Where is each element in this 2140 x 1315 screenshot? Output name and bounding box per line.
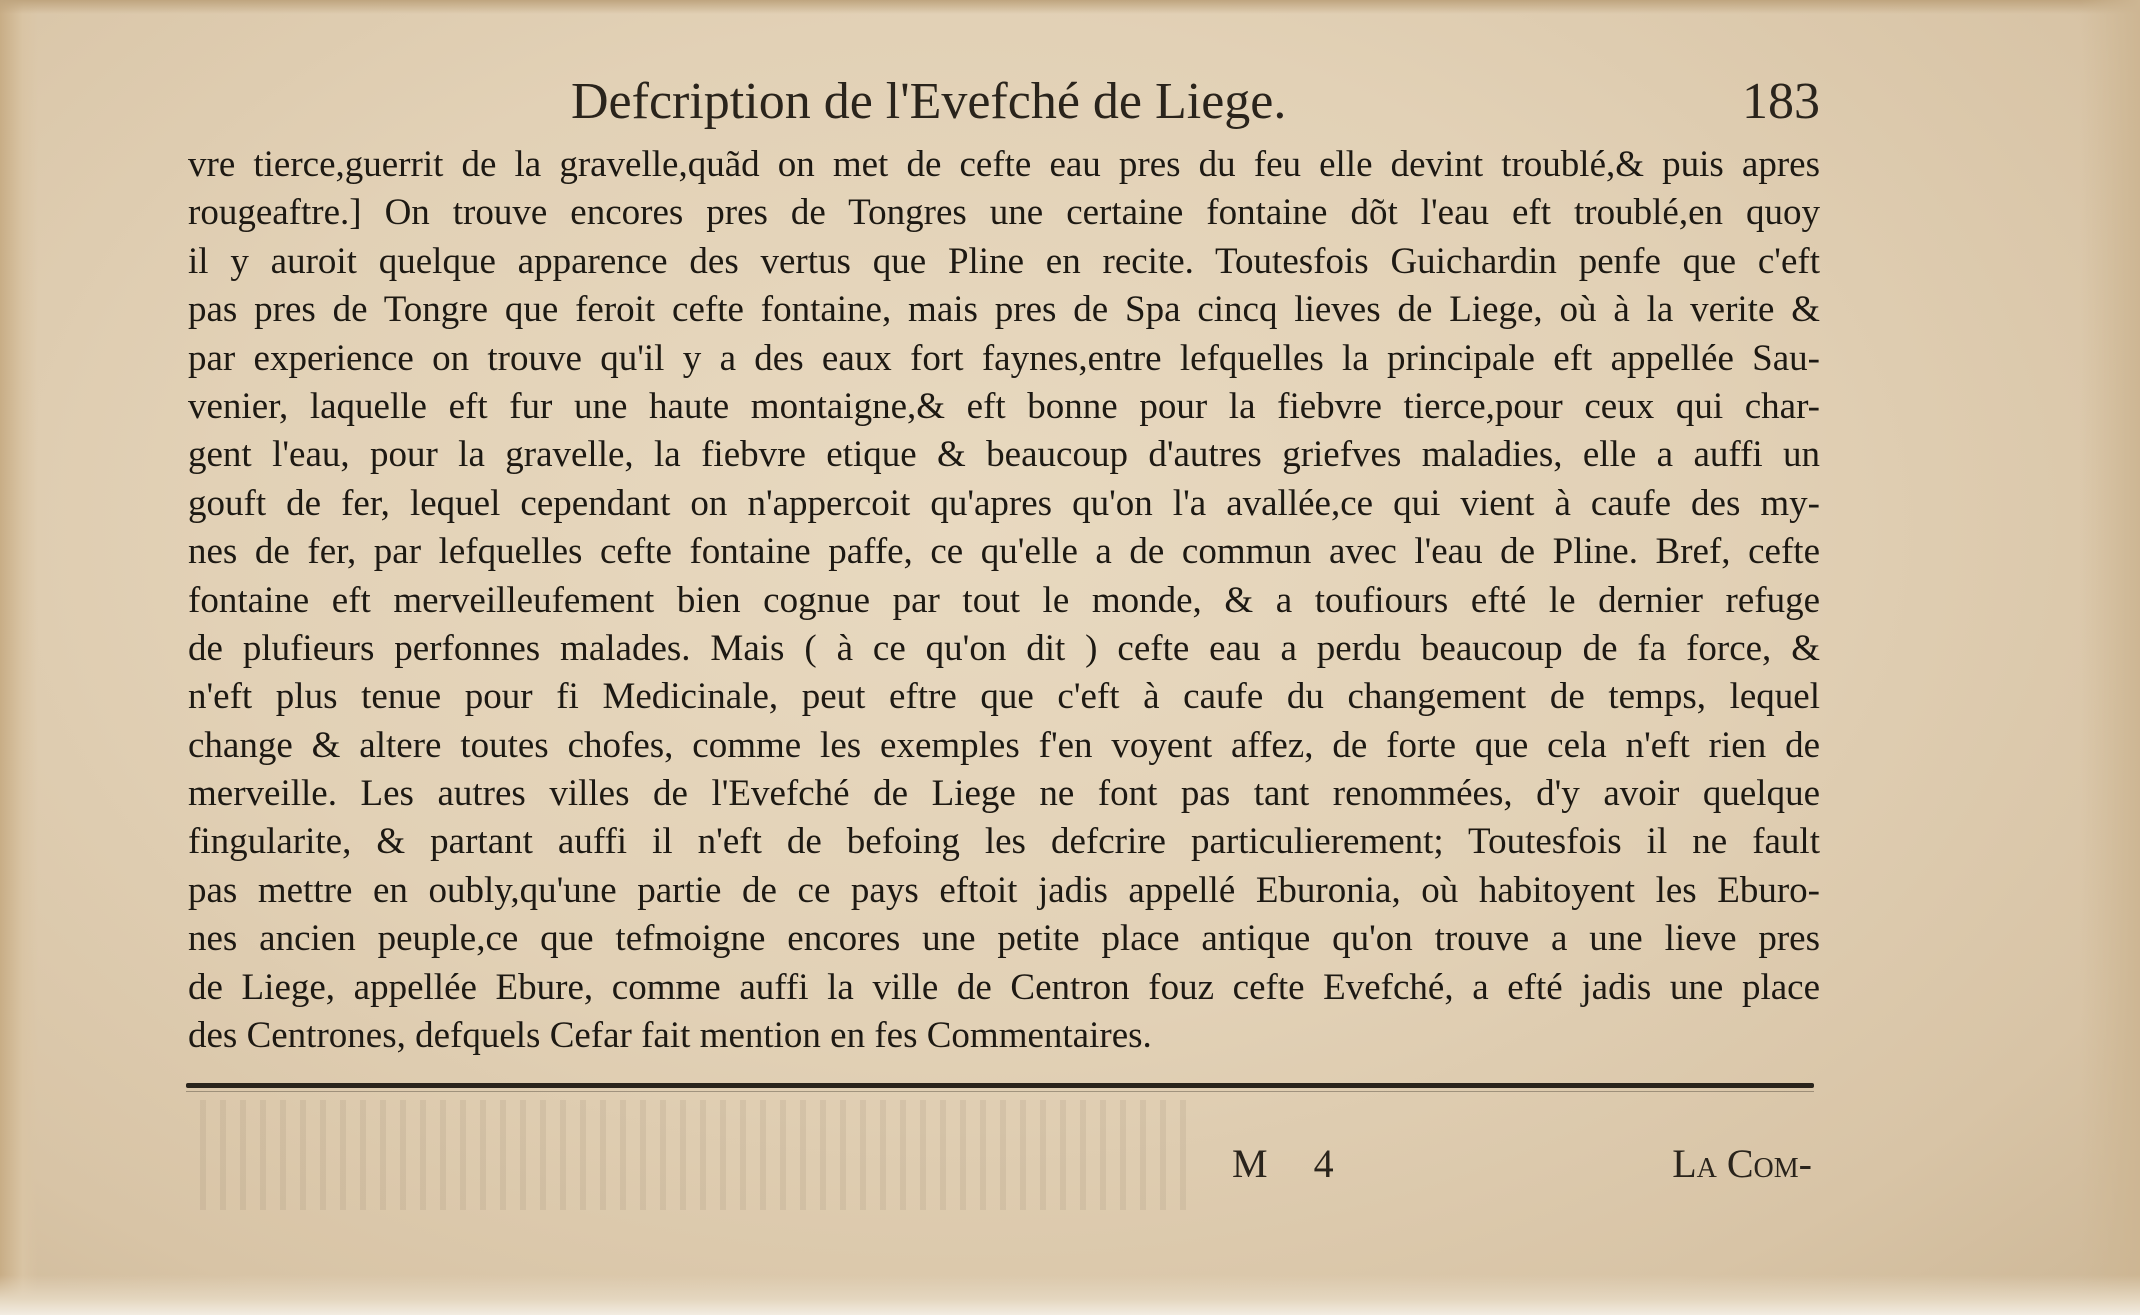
text-line: merveille. Les autres villes de l'Evefché de Liege ne font pas tant renommées, d'y avoir quelque [188,773,1820,815]
text-line: gent l'eau, pour la gravelle, la fiebvre etique & beaucoup d'autres griefves maladies, elle a auffi un [188,434,1820,476]
page-header [188,62,1820,142]
horizontal-rule-shadow [186,1091,1814,1092]
text-line: venier, laquelle eft fur une haute montaigne,& eft bonne pour la fiebvre tierce,pour ceux qui char- [188,385,1820,427]
page-right-edge [2080,0,2140,1315]
text-line: n'eft plus tenue pour fi Medicinale, peut eftre que c'eft à caufe du changement de temps, lequel [188,676,1820,718]
page-top-edge [0,0,2140,14]
page-bottom-edge [0,1275,2140,1315]
text-line: nes de fer, par lefquelles cefte fontaine paffe, ce qu'elle a de commun avec l'eau de Pline. Bref, cefte [188,531,1820,573]
page-number: 183 [1742,73,1820,130]
text-line: de Liege, appellée Ebure, comme auffi la ville de Centron fouz cefte Evefché, a efté jadis une place [188,966,1820,1008]
horizontal-rule [186,1083,1814,1088]
text-line: pas pres de Tongre que feroit cefte fontaine, mais pres de Spa cincq lieves de Liege, où à la verite & [188,289,1820,331]
catchword: La Com- [1672,1141,1812,1186]
show-through-bleed [200,1100,1200,1210]
text-line: de plufieurs perfonnes malades. Mais ( à ce qu'on dit ) cefte eau a perdu beaucoup de fa force, & [188,627,1820,669]
running-title: Defcription de l'Evefché de Liege. [571,73,1287,130]
text-line: gouft de fer, lequel cependant on n'appercoit qu'apres qu'on l'a avallée,ce qui vient à caufe des my- [188,482,1820,524]
page-left-edge [0,0,38,1315]
text-line: fingularite, & partant auffi il n'eft de befoing les defcrire particulierement; Toutesfois il ne fault [188,821,1820,863]
text-line: rougeaftre.] On trouve encores pres de Tongres une certaine fontaine dõt l'eau eft troublé,en quoy [188,192,1820,234]
text-line: des Centrones, defquels Cefar fait mention en fes Commentaires. [188,1015,1152,1057]
text-line: change & altere toutes chofes, comme les exemples f'en voyent affez, de forte que cela n'eft rien de [188,724,1820,766]
text-line: pas mettre en oubly,qu'une partie de ce pays eftoit jadis appellé Eburonia, où habitoyent les Eburo- [188,869,1820,911]
text-line: il y auroit quelque apparence des vertus que Pline en recite. Toutesfois Guichardin penfe que c'eft [188,240,1820,282]
text-line: vre tierce,guerrit de la gravelle,quãd on met de cefte eau pres du feu elle devint troublé,& puis apres [188,144,1820,185]
text-line: par experience on trouve qu'il y a des eaux fort faynes,entre lefquelles la principale eft appellée Sau- [188,337,1820,379]
signature-mark: M 4 [1232,1141,1352,1186]
text-line: fontaine eft merveilleufement bien cognue par tout le monde, & a toufiours efté le dernier refuge [188,579,1820,621]
body-text [188,141,1820,1060]
text-line: nes ancien peuple,ce que tefmoigne encores une petite place antique qu'on trouve a une lieve pres [188,918,1820,960]
